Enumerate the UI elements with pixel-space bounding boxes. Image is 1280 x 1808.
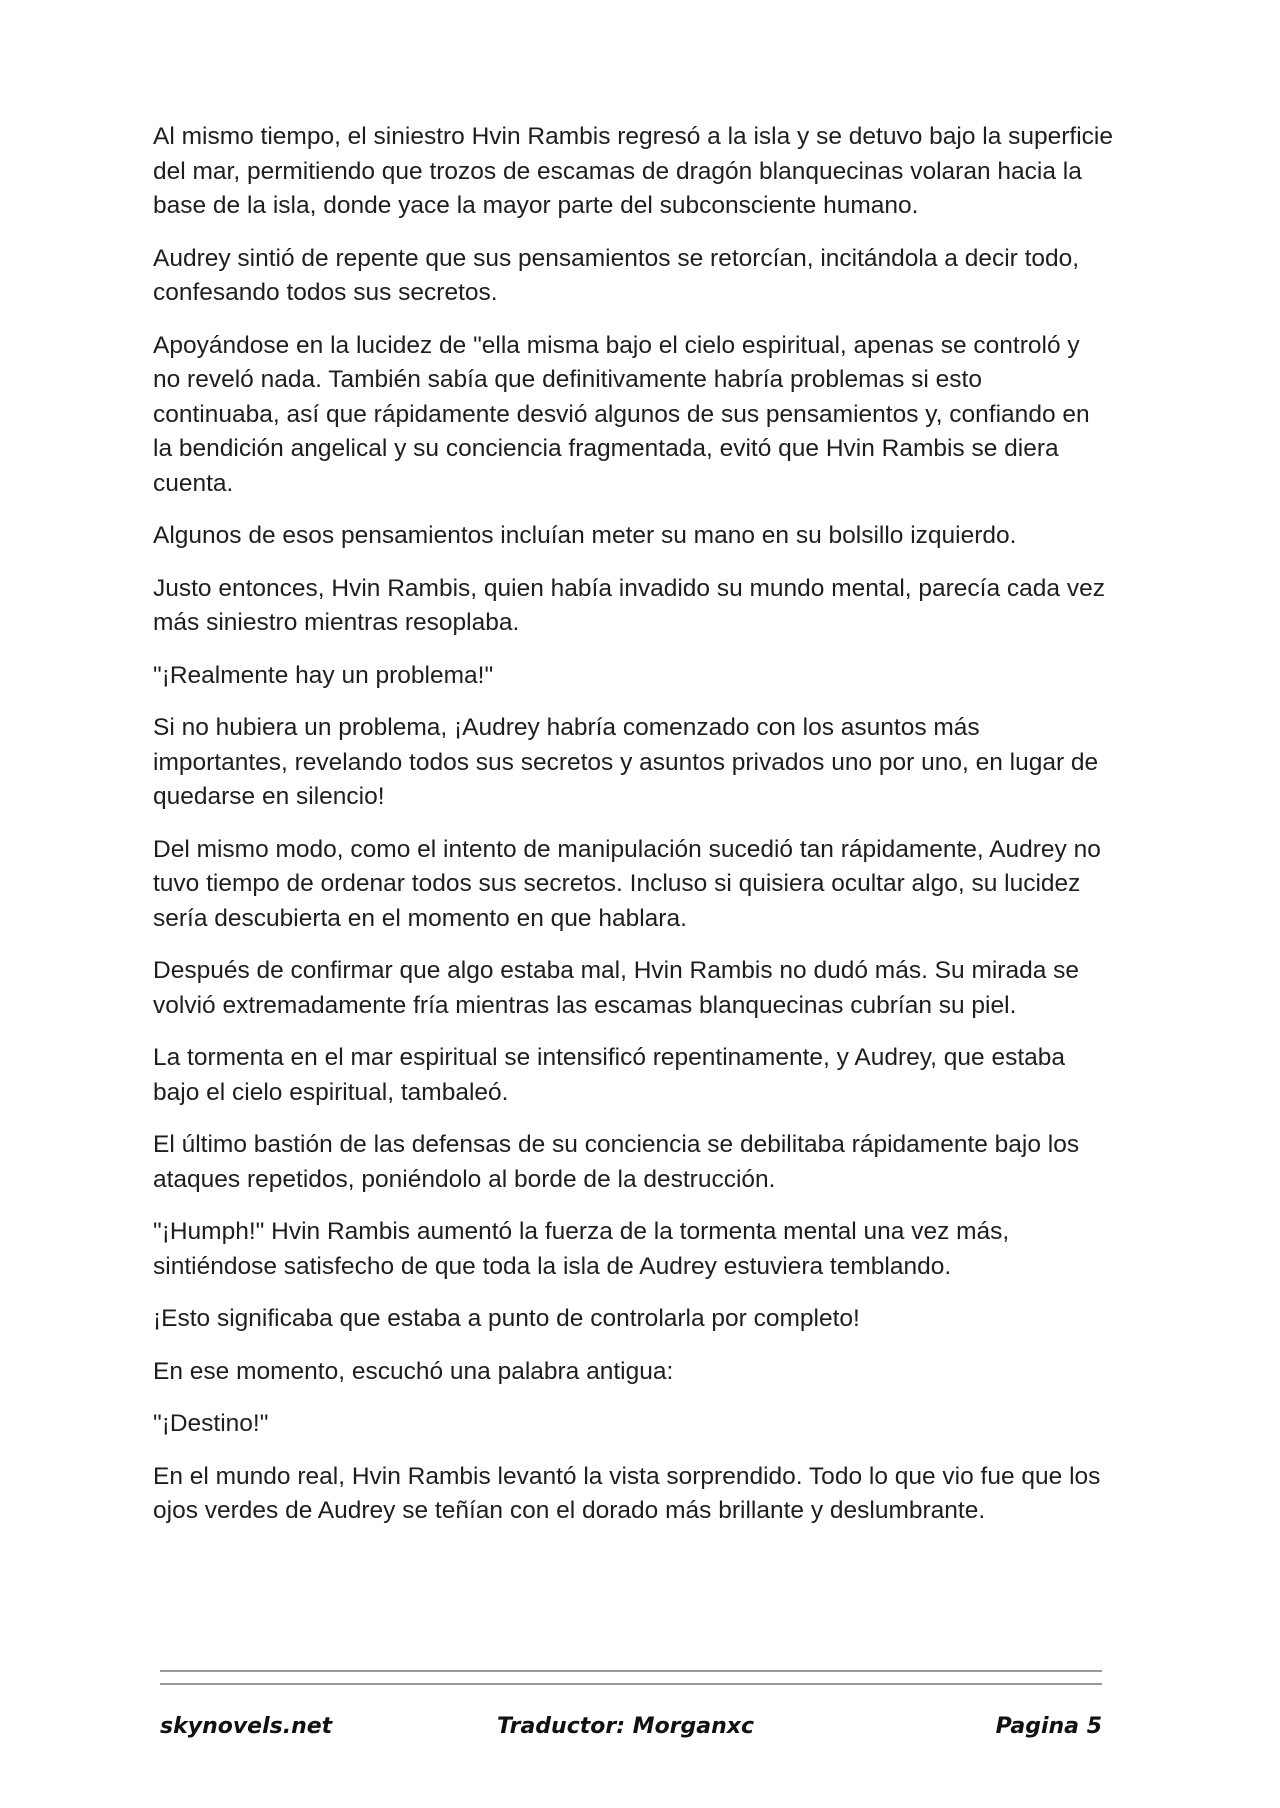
paragraph: Audrey sintió de repente que sus pensamientos se retorcían, incitándola a decir todo, confesando todos sus secretos.: [153, 244, 1080, 306]
paragraph: "¡Realmente hay un problema!": [153, 661, 494, 689]
paragraph: Apoyándose en la lucidez de "ella misma bajo el cielo espiritual, apenas se controló y no reveló nada. También sabía que definitivamente habría problemas si esto continuaba, así que rápidamente desvió algunos de sus pensamientos y, confiando en la bendición angelical y su conciencia fragmentada, evitó que Hvin Rambis se diera cuenta.: [153, 331, 1090, 497]
paragraph: Algunos de esos pensamientos incluían meter su mano en su bolsillo izquierdo.: [153, 522, 1017, 549]
paragraph: La tormenta en el mar espiritual se intensificó repentinamente, y Audrey, que estaba bajo el cielo espiritual, tambaleó.: [153, 1044, 1066, 1106]
paragraph: Después de confirmar que algo estaba mal, Hvin Rambis no dudó más. Su mirada se volvió extremadamente fría mientras las escamas blanquecinas cubrían su piel.: [153, 957, 1080, 1019]
paragraph: En ese momento, escuchó una palabra antigua:: [153, 1357, 674, 1385]
footer-site: skynovels.net: [160, 1714, 333, 1739]
paragraph: Si no hubiera un problema, ¡Audrey habría comenzado con los asuntos más importantes, revelando todos sus secretos y asuntos privados uno por uno, en lugar de quedarse en silencio!: [153, 714, 1099, 810]
page-footer: [160, 1714, 1102, 1750]
paragraph: Del mismo modo, como el intento de manipulación sucedió tan rápidamente, Audrey no tuvo tiempo de ordenar todos sus secretos. Incluso si quisiera ocultar algo, su lucidez sería descubierta en el momento en que hablara.: [153, 835, 1101, 932]
footer-translator: Traductor: Morganxc: [497, 1714, 755, 1739]
paragraph: Justo entonces, Hvin Rambis, quien había invadido su mundo mental, parecía cada vez más siniestro mientras resoplaba.: [153, 574, 1105, 636]
footer-divider-top: [160, 1670, 1102, 1672]
paragraph: En el mundo real, Hvin Rambis levantó la vista sorprendido. Todo lo que vio fue que los ojos verdes de Audrey se teñían con el dorado más brillante y deslumbrante.: [153, 1462, 1101, 1524]
page-body: [153, 120, 1113, 1547]
paragraph: El último bastión de las defensas de su conciencia se debilitaba rápidamente bajo los ataques repetidos, poniéndolo al borde de la destrucción.: [153, 1131, 1080, 1193]
footer-page-number: Pagina 5: [995, 1714, 1102, 1739]
paragraph: "¡Destino!": [153, 1410, 269, 1437]
paragraph: Al mismo tiempo, el siniestro Hvin Rambis regresó a la isla y se detuvo bajo la superficie del mar, permitiendo que trozos de escamas de dragón blanquecinas volaran hacia la base de la isla, donde yace la mayor parte del subconsciente humano.: [153, 123, 1113, 219]
paragraph: ¡Esto significaba que estaba a punto de controlarla por completo!: [153, 1305, 860, 1332]
footer-divider-bottom: [160, 1683, 1102, 1685]
paragraph: "¡Humph!" Hvin Rambis aumentó la fuerza de la tormenta mental una vez más, sintiéndose satisfecho de que toda la isla de Audrey estuviera temblando.: [153, 1218, 1010, 1280]
